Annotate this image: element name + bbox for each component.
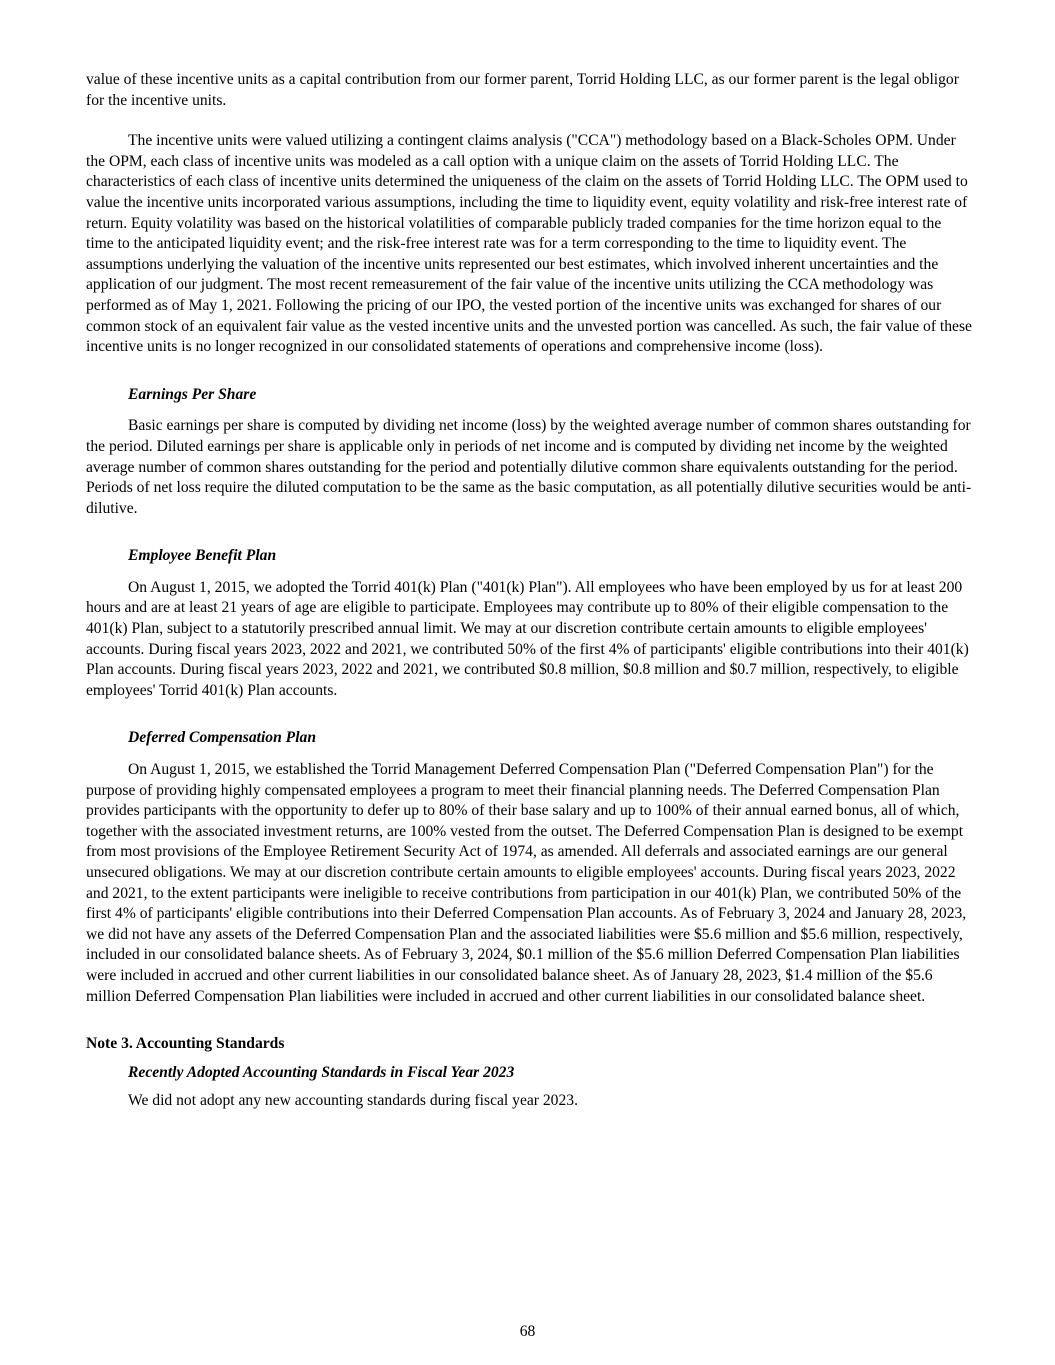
paragraph-earnings-per-share: Basic earnings per share is computed by dividing net income (loss) by the weighted average number of common shares outstanding for the period. Diluted earnings per share is applicable only in periods of net income and is computed by dividing net income by the weighted average number of common shares outstanding for the period and potentially dilutive common share equivalents outstanding for the period. Periods of net loss require the diluted computation to be the same as the basic computation, as all potentially dilutive securities would be anti-dilutive. — [86, 417, 972, 517]
heading-note-3: Note 3. Accounting Standards — [86, 1035, 285, 1053]
paragraph-intro-continuation: value of these incentive units as a capital contribution from our former parent, Torrid Holding LLC, as our former parent is the legal obligor for the incentive units. — [86, 71, 959, 109]
paragraph-employee-benefit-plan: On August 1, 2015, we adopted the Torrid 401(k) Plan ("401(k) Plan"). All employees who have been employed by us for at least 200 hours and are at least 21 years of age are eligible to participate. Employees may contribute up to 80% of their eligible compensation to the 401(k) Plan, subject to a statutorily prescribed annual limit. We may at our discretion contribute certain amounts to eligible employees' accounts. During fiscal years 2023, 2022 and 2021, we contributed 50% of the first 4% of participants' eligible contributions into their 401(k) Plan accounts. During fiscal years 2023, 2022 and 2021, we contributed $0.8 million, $0.8 million and $0.7 million, respectively, to eligible employees' Torrid 401(k) Plan accounts. — [86, 578, 969, 699]
heading-employee-benefit-plan: Employee Benefit Plan — [128, 547, 277, 565]
heading-earnings-per-share: Earnings Per Share — [128, 385, 257, 403]
heading-deferred-compensation-plan: Deferred Compensation Plan — [128, 729, 316, 747]
heading-recently-adopted-standards: Recently Adopted Accounting Standards in Fiscal Year 2023 — [128, 1063, 515, 1081]
paragraph-deferred-compensation-plan: On August 1, 2015, we established the Torrid Management Deferred Compensation Plan ("Deferred Compensation Plan") for the purpose of providing highly compensated employees a program to meet their financial planning needs. The Deferred Compensation Plan provides participants with the opportunity to defer up to 80% of their base salary and up to 100% of their annual earned bonus, all of which, together with the associated investment returns, are 100% vested from the outset. The Deferred Compensation Plan is designed to be exempt from most provisions of the Employee Retirement Security Act of 1974, as amended. All deferrals and associated earnings are our general unsecured obligations. We may at our discretion contribute certain amounts to eligible employees' accounts. During fiscal years 2023, 2022 and 2021, to the extent participants were ineligible to receive contributions from participation in our 401(k) Plan, we contributed 50% of the first 4% of participants' eligible contributions into their Deferred Compensation Plan accounts. As of February 3, 2024 and January 28, 2023, we did not have any assets of the Deferred Compensation Plan and the associated liabilities were $5.6 million and $5.6 million, respectively, included in our consolidated balance sheets. As of February 3, 2024, $0.1 million of the $5.6 million Deferred Compensation Plan liabilities were included in accrued and other current liabilities in our consolidated balance sheet. As of January 28, 2023, $1.4 million of the $5.6 million Deferred Compensation Plan liabilities were included in accrued and other current liabilities in our consolidated balance sheet. — [86, 761, 967, 1005]
document-body — [86, 70, 972, 1112]
page-number: 68 — [519, 1323, 536, 1340]
paragraph-cca-valuation: The incentive units were valued utilizing a contingent claims analysis ("CCA") methodology based on a Black-Scholes OPM. Under the OPM, each class of incentive units was modeled as a call option with a unique claim on the assets of Torrid Holding LLC. The characteristics of each class of incentive units determined the uniqueness of the claim on the assets of Torrid Holding LLC. The OPM used to value the incentive units incorporated various assumptions, including the time to liquidity event, equity volatility and risk-free interest rate of return. Equity volatility was based on the historical volatilities of comparable publicly traded companies for the time horizon equal to the time to the anticipated liquidity event; and the risk-free interest rate was for a term corresponding to the time to liquidity event. The assumptions underlying the valuation of the incentive units represented our best estimates, which involved inherent uncertainties and the application of our judgment. The most recent remeasurement of the fair value of the incentive units utilizing the CCA methodology was performed as of May 1, 2021. Following the pricing of our IPO, the vested portion of the incentive units was exchanged for shares of our common stock of an equivalent fair value as the vested incentive units and the unvested portion was cancelled. As such, the fair value of these incentive units is no longer recognized in our consolidated statements of operations and comprehensive income (loss). — [86, 132, 972, 356]
paragraph-recently-adopted-standards: We did not adopt any new accounting standards during fiscal year 2023. — [128, 1092, 578, 1110]
